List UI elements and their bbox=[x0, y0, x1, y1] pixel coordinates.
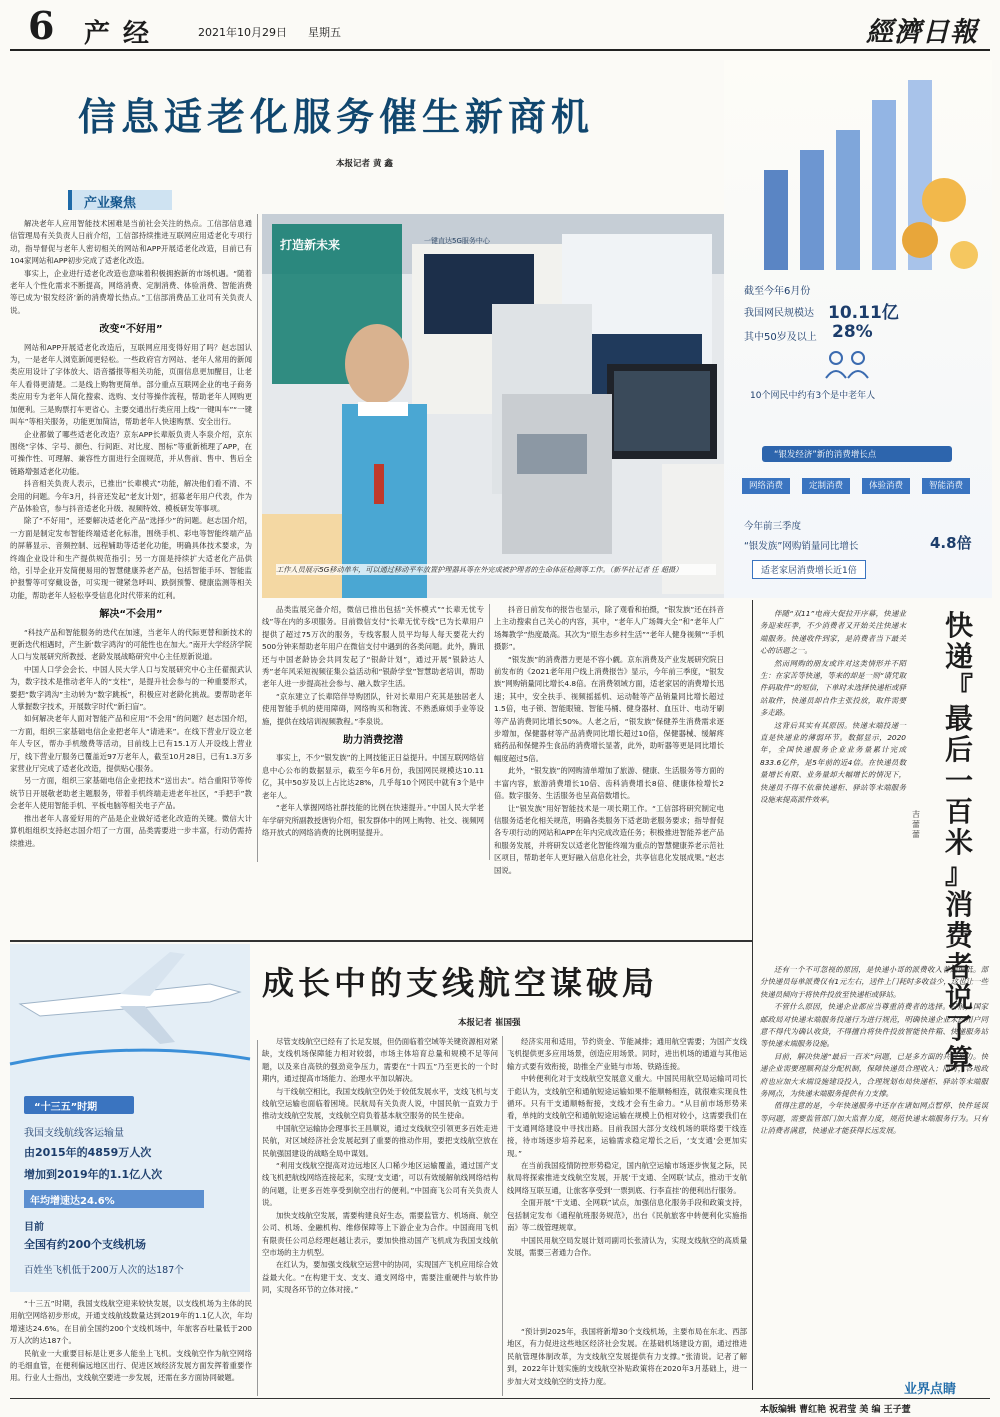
paragraph: 不管什么原因，快递企业都应当尊重消费者的选择。日前，国家邮政局对快递末端服务投递行为进行规范，明确快递企业未经用户同意不得代为确认收货，不得擅自将快件投放智能快件箱、快递服务站等快递末端服务设施。 bbox=[760, 1002, 988, 1049]
title-char: 算 bbox=[944, 1043, 973, 1076]
info-share-label: 其中50岁及以上 bbox=[744, 332, 817, 343]
paragraph: 加快支线航空发展，需要构建良好生态，需要监管方、机场商、航空公司、机场、金融机构、维修保障等上下游企业为合作。中国商用飞机有限责任公司总经理赵越让表示，要加快推动国产飞机成为我国支线航空市场的主力机型。 bbox=[262, 1210, 498, 1257]
title-char: 者 bbox=[944, 950, 973, 983]
column-tag-label: 产业聚焦 bbox=[84, 196, 137, 211]
title-char: 说 bbox=[944, 981, 973, 1014]
aviation-infographic bbox=[10, 944, 250, 1292]
title-char: 后 bbox=[944, 733, 973, 766]
paragraph: 事实上，不少“银发族”的上网技能正日益提升。中国互联网络信息中心公布的数据显示，截至今年6月份，我国网民规模达10.11亿，其中50岁及以上占比达28%，几乎每10个网民中就有3个是中老年人。 bbox=[262, 753, 484, 800]
title-char: 米 bbox=[944, 826, 973, 859]
paragraph: 解决老年人应用智能技术困难是当前社会关注的热点。工信部信息通信管理局有关负责人日前介绍，工信部持续推进互联网应用适老化专项行动，指导督促与老年人密切相关的网站和APP开展适老化改造，目前已有104家网站和APP初步完成了适老化改造。 bbox=[10, 219, 252, 266]
article2-column-1 bbox=[10, 1298, 252, 1394]
article2-byline: 本报记者 崔国强 bbox=[458, 1018, 521, 1028]
editors-credit: 本版编辑 曹红艳 祝君莹 美 编 王子萱 bbox=[760, 1405, 911, 1415]
info-q3-line: 今年前三季度 bbox=[744, 521, 802, 532]
paragraph: 目前，解决快递“最后一百米”问题，已是多方面的共同努力。快递企业需要理顺利益分配机制，保障快递员合理收入；同时，各地政府也应加大末端设施建设投入，合理规划布局快递柜、驿站等末端服务网点，为快递末端服务提供有力支撑。 bbox=[760, 1051, 988, 1099]
paragraph: 在红认为，要加强支线航空运营中的协同，实现国产飞机应用综合效益最大化。“在构建干支、支支、通支网络中，需要注重硬件与软件协同，实现各环节的立体对接。” bbox=[262, 1260, 498, 1295]
title-char: 一 bbox=[944, 764, 973, 797]
issue-weekday: 星期五 bbox=[308, 26, 341, 39]
airplane-illustration bbox=[10, 944, 250, 1074]
paragraph: 伴随“双11”电商大促拉开序幕，快递业务迎来旺季，不少消费者又开始关注快递末端服务。快递收件到家，是消费者当下最关心的话题之一。 bbox=[760, 609, 906, 656]
paragraph: 这背后其实有其原因。快递末端投递一直是快递业的薄弱环节。数据显示，2020年，全国快递服务企业业务量累计完成833.6亿件，是5年前的近4倍。在快递员数量增长有限、业务量却大幅增长的情况下，快递员不得不依靠快递柜、驿站等末端服务设施来提高派件效率。 bbox=[760, 720, 906, 805]
commentary-body bbox=[760, 608, 906, 964]
paragraph: 在当前我国疫情防控形势稳定，国内航空运输市场逐步恢复之际，民航局将探索推进支线航空发展，开展‘干支通、全网联’试点，推动干支航线网络互联互通，让旅客享受到‘一票到底、行李直挂’的便利出行服务。 bbox=[507, 1161, 747, 1195]
paragraph: 还有一个不可忽视的原因，是快递小哥的派费收入普遍偏低。部分快递员每单派费仅有1元左右，送件上门耗时多收益少，这也让一些快递员倾向于将快件投放至快递柜或驿站。 bbox=[760, 965, 988, 999]
info-share-value: 28% bbox=[832, 322, 873, 342]
subheading: 助力消费挖潜 bbox=[343, 735, 403, 747]
paragraph: 中转便利化对于支线航空发展意义重大。中国民用航空局运输司司长于彪认为，支线航空和通航短途运输如果不能顺畅相连，就很难实现良性循环。只有干支通顺畅衔接，支线才会有生命力。“从目前市场形势来看，单纯的支线航空和通航短途运输在规模上仍相对较小，这需要我们在干支通网络建设中寻找出路。目前我国大部分支线机场的联络要干线连接，待市场逐步培养起来，运输需求稳定增长之后，‘支支通’会更加实现。” bbox=[507, 1074, 747, 1158]
info-intro: 我国支线航线客运输量 bbox=[24, 1128, 124, 1139]
info-home-label: 适老家居消费增长近1倍 bbox=[752, 560, 866, 579]
info-now: 目前 bbox=[24, 1222, 44, 1233]
paragraph: 如何解决老年人面对智能产品和应用“不会用”的问题？赵志国介绍，一方面，组织三家基础电信企业把老年人“请进来”。在线下营业厅设立老年人专区，帮办手机缴费等活动，目前线上已有15.1万人开设线上营业厅，线下营业厅服务已覆盖近97万老年人，截至10月28日，已有1.3万多家营业厅完成了适老化改造，提供贴心服务。 bbox=[10, 714, 252, 774]
info-banner-text: “银发经济”新的消费增长点 bbox=[774, 450, 877, 460]
infographic-panel bbox=[724, 60, 992, 598]
paragraph: 事实上，企业进行适老化改造也意味着积极拥抱新的市场机遇。“随着老年人个性化需求不断提高，网络消费、定制消费、体验消费、智能消费等已成为‘银发经济’新的消费增长热点。”工信部消费品工业司有关负责人说。 bbox=[10, 268, 252, 315]
paragraph: 民航业一大重要目标是让更多人能坐上飞机。支线航空作为航空网络的毛细血管，在便利偏远地区出行、促进区域经济发展方面发挥着重要作用。行业人士指出，支线航空要进一步发展，还需在多方面协同破题。 bbox=[10, 1348, 252, 1383]
news-photo bbox=[262, 214, 724, 598]
paragraph: “科技产品和智能服务的迭代在加速，当老年人的代际更替和新技术的更新迭代相遇时，产生新‘数字鸿沟’的可能性也在加大。”南开大学经济学院人口与发展研究所教授、老龄发展战略研究中心主任原新说道。 bbox=[10, 627, 252, 662]
paragraph: “预计到2025年，我国将新增30个支线机场，主要布局在东北、西部地区，有力促进这些地区经济社会发展。在基础机场建设方面，通过推进民航管理体制改革，为支线航空发展提供有力支撑。”张清说。记者了解到，2022年计划实施的支线航空补贴政策将在2020年3月基础上，进一步加大对支线航空的支持力度。 bbox=[507, 1327, 747, 1386]
paragraph: 此外，“银发族”的网购清单增加了旅游、健康、生活服务等方面的丰富内容，旅游消费增长10倍、齿科消费增长8倍、健康体检增长2倍。数字服务、生活服务也呈高倍数增长。 bbox=[494, 766, 724, 801]
info-netizens-label: 我国网民规模达 bbox=[744, 308, 814, 319]
info-growth: 年均增速达24.6% bbox=[30, 1196, 115, 1207]
commentary-author: 吉蕾蕾 bbox=[912, 810, 920, 839]
paragraph: 抖音日前发布的报告也显示，除了观看和拍摄，“银发族”还在抖音上主动搜索自己关心的内容，其中，“老年人广场舞大全”和“老年人广场舞教学”热度最高。其次为“原生态乡村生活”“老年人健身视频”“手机摄影”。 bbox=[494, 605, 724, 652]
paragraph: 中国人口学会会长、中国人民大学人口与发展研究中心主任翟振武认为，数字技术是推动老年人的“支柱”，是提升社会参与的一种重要形式，要把“数字鸿沟”主动转为“数字跳板”，积极应对老龄化挑战。要帮助老年人掌握数字技术，开展数字时代“新扫盲”。 bbox=[10, 664, 252, 712]
paragraph: 让“银发族”用好智能技术是一项长期工作。“工信部将研究制定电信服务适老化相关规范，明确各类服务下适老助老服务要求；指导督促各专项行动的网站和APP在年内完成改造任务；积极推进智能养老产品和服务发展，并将研发以适老化智能终端为重点的智慧健康养老示范社区项目，帮助老年人更好融入信息化社会，共享信息化发展成果。”赵志国说。 bbox=[494, 803, 724, 875]
paragraph: 与干线航空相比，我国支线航空仍处于较低发展水平，支线飞机与支线航空运输也面临着困境。民航局有关负责人说，中国民航一直致力于推动支线航空发展，支线航空肩负着基本航空服务的民生使命。 bbox=[262, 1086, 498, 1121]
title-char: 消 bbox=[944, 888, 973, 921]
info-to: 增加到2019年的1.1亿人次 bbox=[24, 1168, 163, 1181]
paragraph: 品类监展完备介绍，微信已推出包括“关怀模式”“长辈无忧专线”等在内的多项服务。目前微信支付“长辈无忧专线”已为长辈用户提供了超过75万次的服务，专线客服人员平均每人每天要花大约500分钟来帮助老年用户在微信支付中遇到的各类问题。此外，腾讯还与中国老龄协会共同发起了“银龄计划”，通过开展“银龄达人秀”老年风采短视频征集公益活动和“银龄学堂”智慧助老培训，帮助老年人进一步提高社会参与、融入数字生活。 bbox=[262, 605, 484, 689]
info-growth-label: “银发族”网购销量同比增长 bbox=[744, 541, 859, 552]
article2-column-4 bbox=[507, 1326, 747, 1396]
paragraph: 另一方面，组织三家基础电信企业把技术“送出去”。结合重阳节等传统节日开展敬老助老主题服务，带着手机终端走进老年社区，“手把手”教会老年人使用智能手机、平板电脑等相关电子产品。 bbox=[10, 776, 252, 811]
paragraph: 企业都做了哪些适老化改造？京东APP长辈版负责人李泉介绍，京东围绕“字体、字号、颜色、行间距、对比度、图标”等重新梳理了APP，在可操作性、可理解、兼容性方面进行全面规范，并从售前、售中、售后全链路增强适老化功能。 bbox=[10, 429, 252, 476]
article1-title: 信息适老化服务催生新商机 bbox=[78, 94, 595, 139]
paragraph: 然而网购的朋友或许对这类情形并不陌生：在家苦等快递，等来的却是一则“请凭取件码取件”的短信，下单时未选择快递柜或驿站取件，快递员却自作主张投放，取件需要多走路。 bbox=[760, 658, 906, 718]
section-name: 产 经 bbox=[84, 19, 152, 49]
paragraph: “十三五”时期，我国支线航空迎来较快发展，以支线机场为主体的民用航空网络初步形成，开通支线航线数量达到2019年的1.1亿人次，年均增速达24.6%。在目前全国约200个支线机场中，年旅客吞吐量低于200万人次的达187个。 bbox=[10, 1299, 252, 1346]
title-char: 了 bbox=[944, 1012, 973, 1045]
paragraph: 抖音相关负责人表示，已推出“长辈模式”功能，解决他们看不清、不会用的问题。今年3月，抖音还发起“老友计划”，招募老年用户代表，作为产品体验官，参与抖音适老化升级、视频特效、模板研发等事项。 bbox=[10, 479, 252, 513]
title-char: 费 bbox=[944, 919, 973, 952]
info-period: “十三五”时期 bbox=[34, 1102, 98, 1113]
article2-title: 成长中的支线航空谋破局 bbox=[262, 964, 659, 1002]
title-char: 快 bbox=[944, 609, 973, 642]
title-char: 百 bbox=[944, 795, 973, 828]
paragraph: 经济实用和适用，节约资金、节能减排；通用航空需要；为国产支线飞机提供更多应用场景，创造应用场景。同时，进出机场的通道与其他运输方式要有效衔接，助推全产业链与市场、铁路连接。 bbox=[507, 1037, 747, 1071]
masthead bbox=[0, 0, 1000, 48]
paragraph: 网站和APP开展适老化改造后，互联网应用变得好用了吗？赵志国认为，一是老年人浏览新闻更轻松。一些政府官方网站、老年人常用的新闻类应用设计了字体放大、语音播报等相关功能，页面信息更加醒目，让老年人看得更清楚。二是线上购物更简单。部分重点互联网企业的电子商务类应用专为老年人简化搜索、选购、支付等操作流程，帮助老年人网购更加便利。三是购票打车更省心。主要交通出行类应用上线“一键叫车”“一键叫车”等相关服务，功能更加简洁，帮助老年人快速购票、安全出行。 bbox=[10, 342, 252, 427]
subheading: 解决“不会用” bbox=[99, 609, 163, 621]
commentary-body-lower bbox=[760, 964, 988, 1360]
article1-column-4 bbox=[494, 604, 724, 875]
info-tag-3: 体验消费 bbox=[862, 478, 910, 494]
article2-column-3 bbox=[507, 1036, 747, 1326]
info-people: 百姓坐飞机低于200万人次的达187个 bbox=[24, 1265, 184, 1276]
paragraph: “老年人掌握网络社群技能的比例在快速提升。”中国人民大学老年学研究所副教授唐钧介绍，银发群体中的网上购物、社交、视频网络开放式的网络消费的比例明显提升。 bbox=[262, 803, 484, 837]
issue-date: 2021年10月29日 bbox=[198, 26, 287, 39]
photo-sign-text: 打造新未来 bbox=[280, 238, 341, 252]
info-tag-2: 定制消费 bbox=[802, 478, 850, 494]
subheading: 改变“不好用” bbox=[99, 324, 163, 336]
commentary-tag: 业界点睛 bbox=[904, 1382, 957, 1397]
paragraph: 尽管支线航空已经有了长足发展，但仍面临着空域等关键资源相对紧缺，支线机场保障能力相对较弱，市场主体培育总量和规模不足等问题，以及来自高铁的强劲竞争压力，需要在“十四五”乃至更长的一个时期内，通过提高市场能力、治理水平加以解决。 bbox=[262, 1037, 498, 1084]
photo-caption: 工作人员展示5G移动单车，可以通过移动平车放置护理器具等在外完成被护理者的生命体征检测等工作。（新华社记者 任 超摄） bbox=[276, 564, 716, 575]
title-char: 』 bbox=[944, 857, 973, 890]
coins-illustration bbox=[724, 60, 992, 290]
article2-column-2 bbox=[262, 1036, 498, 1396]
photo-illustration bbox=[262, 214, 724, 598]
info-netizens-value: 10.11亿 bbox=[828, 303, 899, 323]
paragraph: “京东建立了长辈陪伴导购团队，针对长辈用户充其是独居老人使用智能手机的使用障碍，网络购买和物流、不熟悉麻烦手业等设施，提供在线培训视频教程。”李泉说。 bbox=[262, 691, 484, 726]
info-date-line: 截至今年6月份 bbox=[744, 286, 811, 297]
paragraph: 全面开展“干支通、全网联”试点，加强信息化服务手段和政策支持，包括制定发布《通程航班服务规范》，出台《民航旅客中转便利化实施指南》等二级管理规章。 bbox=[507, 1198, 747, 1233]
article1-column-3 bbox=[262, 604, 484, 860]
paragraph: 值得注意的是，今年快递服务中还存在诸如网点暂停、快件延误等问题，需要监管部门加大监督力度，规范快递末端服务行为。只有让消费者满意，快递业才能获得长远发展。 bbox=[760, 1101, 988, 1136]
info-airports: 全国有约200个支线机场 bbox=[24, 1238, 146, 1251]
info-from: 由2015年的4859万人次 bbox=[24, 1146, 152, 1159]
paragraph: “利用支线航空提高对边远地区人口稀少地区运输覆盖，通过国产支线飞机把航线网络连接起来，实现‘支支通’，可以有效缓解航线网络结构的问题，让更多百姓享受到航空出行的便利。”中国商飞公司有关负责人说。 bbox=[262, 1161, 498, 1208]
page-number: 6 bbox=[28, 3, 55, 48]
paragraph: “银发族”的消费潜力更是不容小觑。京东消费及产业发展研究院日前发布的《2021老年用户线上消费报告》显示，今年前三季度，“银发族”网购销量同比增长4.8倍。在消费领域方面，适老家居的消费增长迅速；其中，安全扶手、视频摇摇机、运动鞋等产品销量同比增长超过1.5倍，电子锁、智能眼镜、智能马桶、健身器材、血压计、电动牙刷等产品消费同比增长50%。人老之后，“银发族”保健养生消费需求逐步增加，保健器材等产品消费同比增长超过10倍，保健器械、缓解疼痛药品和保健养生食品的消费增长显著，此外，助听器等更是同比增长幅度超过5倍。 bbox=[494, 654, 724, 763]
paragraph: 推出老年人喜爱好用的产品是企业做好适老化改造的关键。微信大计算机组组织支持赵志国介绍了一方面，品类需要进一步丰富，行动仍需持续推进。 bbox=[10, 813, 252, 848]
article1-column-1 bbox=[10, 218, 252, 860]
paragraph: 除了“不好用”，还要解决适老化产品“选择少”的问题。赵志国介绍，一方面是制定发布智能终端适老化标准，围绕手机、彩电等智能终端产品的屏幕显示、音频控制、远程辅助等适老化功能，明确具体技术要求，为终端企业设计和生产提供规范指引；另一方面是持续扩大适老化产品供给，引导企业开发简便易用的智慧健康养老产品，包括智能手环、智能监护报警等可穿戴设备，可实现一键紧急呼叫、跌倒预警、健康监测等相关功能，帮助老年人轻松享受信息化时代带来的红利。 bbox=[10, 516, 252, 600]
paragraph: 中国民用航空局发展计划司副司长张清认为，实现支线航空的高质量发展，需要三者通力合作。 bbox=[507, 1235, 747, 1257]
photo-screen-text: 一键直达5G服务中心 bbox=[424, 237, 490, 245]
info-ratio-line: 10个网民中约有3个是中老年人 bbox=[750, 391, 876, 401]
article1-byline: 本报记者 黄 鑫 bbox=[336, 159, 393, 169]
info-tag-4: 智能消费 bbox=[922, 478, 970, 494]
title-char: 最 bbox=[944, 702, 973, 735]
people-icon bbox=[824, 350, 884, 380]
info-tag-1: 网络消费 bbox=[742, 478, 790, 494]
paragraph: 中国航空运输协会理事长王昌顺说，通过支线航空引领更多百姓走进民航，对区域经济社会发展起到了重要的推动作用，要把支线航空放在民航强国建设的战略全局中谋划。 bbox=[262, 1123, 498, 1158]
title-char: 『 bbox=[944, 671, 973, 704]
info-growth-value: 4.8倍 bbox=[930, 534, 972, 552]
title-char: 递 bbox=[944, 640, 973, 673]
paper-logo: 經濟日報 bbox=[866, 17, 978, 48]
